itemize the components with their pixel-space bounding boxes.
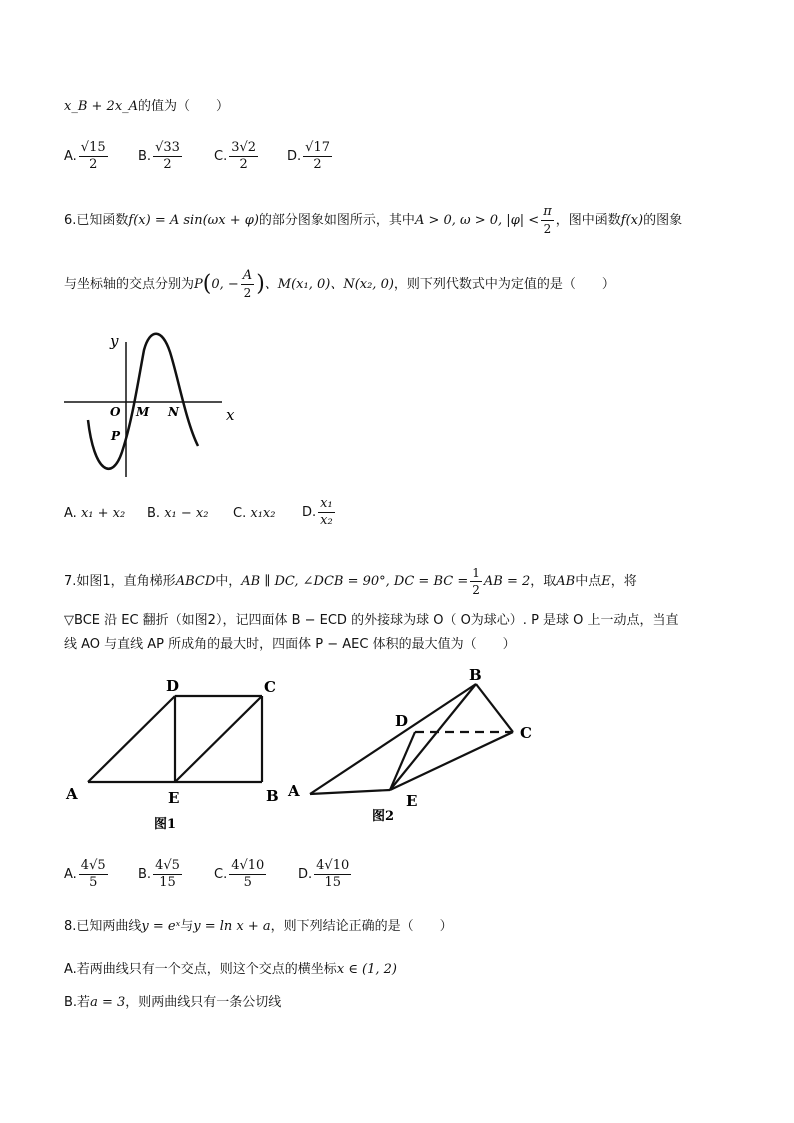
q7-stem-line1 xyxy=(64,565,637,598)
option-label: A. xyxy=(64,149,77,164)
math: ABCD xyxy=(175,574,216,589)
fig1-label-a: A xyxy=(66,785,78,803)
q5-question-text: 的值为（ ） xyxy=(138,99,230,114)
function-expr: f(x) = A sin(ωx + φ) xyxy=(128,213,259,228)
text: ，则下列代数式中为定值的是（ ） xyxy=(393,277,615,292)
text: 中， xyxy=(215,574,242,589)
denominator: 2 xyxy=(472,583,480,597)
q7-stem-line3: 线 AO 与直线 AP 所成角的最大时，四面体 P − AEC 体积的最大值为（ ） xyxy=(64,637,516,652)
text: 中点 xyxy=(575,574,602,589)
paren: ( xyxy=(202,271,212,297)
text: 的部分图象如图所示，其中 xyxy=(258,213,415,228)
math: AB xyxy=(556,574,576,589)
q7-stem-line2: ▽BCE 沿 EC 翻折（如图2），记四面体 B − ECD 的外接球为球 O（ O为球心）. P 是球 O 上一动点，当直 xyxy=(64,613,679,628)
option-label: B. xyxy=(138,149,152,164)
denominator: 2 xyxy=(163,157,172,172)
denominator: 15 xyxy=(159,875,176,890)
curve-expr: y = ln x + a xyxy=(193,919,271,934)
q8-stem xyxy=(64,917,453,937)
text: ，将 xyxy=(610,574,637,589)
numerator: 1 xyxy=(472,566,480,580)
option-label: B. xyxy=(138,867,152,882)
numerator: A xyxy=(242,268,253,283)
text: 6.已知函数 xyxy=(64,213,129,228)
points-expr: 、M(x₁, 0)、N(x₂, 0) xyxy=(264,277,394,292)
numerator: π xyxy=(543,204,552,219)
numerator: x₁ xyxy=(320,496,333,511)
text: A.若两曲线只有一个交点，则这个交点的横坐标 xyxy=(64,962,337,977)
q7-option-c[interactable] xyxy=(214,858,268,891)
q6-stem-line2 xyxy=(64,268,615,301)
q7-option-d[interactable] xyxy=(298,858,353,891)
fig2-caption: 图2 xyxy=(372,809,395,824)
text: ，取 xyxy=(530,574,557,589)
q5-option-c[interactable] xyxy=(214,140,260,173)
numerator: √33 xyxy=(155,140,180,155)
x-axis-label: x xyxy=(226,406,235,424)
q6-stem-line1 xyxy=(64,204,682,237)
q5-option-d[interactable] xyxy=(287,140,334,173)
math: x ∈ (1, 2) xyxy=(336,962,397,977)
option-label: C. xyxy=(214,867,228,882)
text: ，则下列结论正确的是（ ） xyxy=(270,919,453,934)
denominator: 2 xyxy=(243,286,252,300)
numerator: 4√5 xyxy=(80,858,106,873)
option-label: D. xyxy=(298,867,313,882)
fig1-label-e: E xyxy=(168,789,180,807)
q6-option-d[interactable] xyxy=(302,496,337,529)
option-label: C. xyxy=(233,506,247,521)
text: ，图中函数 xyxy=(555,213,621,228)
denominator: 5 xyxy=(89,875,98,890)
option-expr: x₁x₂ xyxy=(250,506,276,521)
point-p-label: P xyxy=(111,429,121,443)
q6-option-c[interactable] xyxy=(233,506,275,521)
q5-stem-tail xyxy=(64,97,229,117)
q8-option-a[interactable] xyxy=(64,960,397,980)
q7-figure-1 xyxy=(60,668,290,838)
denominator: 5 xyxy=(243,875,252,890)
denominator: 2 xyxy=(89,157,98,172)
denominator: 15 xyxy=(324,875,341,890)
option-label: B. xyxy=(147,506,161,521)
q5-option-b[interactable] xyxy=(138,140,184,173)
fig2-label-c: C xyxy=(520,724,532,742)
option-expr: x₁ + x₂ xyxy=(80,506,126,521)
denominator: 2 xyxy=(313,157,322,172)
option-label: C. xyxy=(214,149,228,164)
numerator: √17 xyxy=(305,140,330,155)
text: 的图象 xyxy=(643,213,683,228)
point-expr: 0, − xyxy=(211,277,239,292)
math: E xyxy=(601,574,611,589)
curve-expr: y = eˣ xyxy=(141,919,181,934)
numerator: 3√2 xyxy=(231,140,257,155)
fig2-label-d: D xyxy=(395,712,409,730)
text: 7.如图1，直角梯形 xyxy=(64,574,176,589)
numerator: 4√10 xyxy=(231,858,265,873)
q6-sine-graph xyxy=(60,322,250,482)
point-n-label: N xyxy=(168,405,179,419)
text: 与 xyxy=(180,919,194,934)
text: 8.已知两曲线 xyxy=(64,919,142,934)
fig1-caption: 图1 xyxy=(154,817,177,832)
fig2-label-e: E xyxy=(406,792,418,810)
condition-expr: AB ∥ DC, ∠DCB = 90°, DC = BC = xyxy=(241,574,469,589)
denominator: x₂ xyxy=(320,513,333,528)
text: 与坐标轴的交点分别为 xyxy=(64,277,195,292)
option-label: D. xyxy=(302,505,317,520)
point-p: P xyxy=(194,277,203,292)
numerator: √15 xyxy=(80,140,106,155)
option-expr: x₁ − x₂ xyxy=(164,506,209,521)
y-axis-label: y xyxy=(110,332,119,350)
denominator: 2 xyxy=(239,157,248,172)
fig1-label-b: B xyxy=(266,787,279,805)
function-expr: f(x) xyxy=(620,213,644,228)
option-label: A. xyxy=(64,506,77,521)
origin-label: O xyxy=(110,405,121,419)
denominator: 2 xyxy=(543,222,552,236)
fig1-label-c: C xyxy=(264,678,276,696)
q7-option-a[interactable] xyxy=(64,858,110,891)
q5-option-a[interactable] xyxy=(64,140,110,173)
fig1-label-d: D xyxy=(166,677,180,695)
text: ，则两曲线只有一条公切线 xyxy=(125,995,282,1010)
condition-expr: A > 0, ω > 0, |φ| < xyxy=(414,213,540,228)
option-label: D. xyxy=(287,149,302,164)
paren: ) xyxy=(256,271,265,297)
point-m-label: M xyxy=(136,405,150,419)
q7-option-b[interactable] xyxy=(138,858,184,891)
condition-expr: AB = 2 xyxy=(483,574,531,589)
q7-figure-2 xyxy=(282,660,542,830)
q5-expression: x_B + 2x_A xyxy=(64,99,139,114)
q8-option-b[interactable] xyxy=(64,993,281,1013)
fig2-label-b: B xyxy=(469,666,482,684)
numerator: 4√5 xyxy=(155,858,180,873)
math: a = 3 xyxy=(90,995,126,1010)
text: B.若 xyxy=(64,995,91,1010)
fig2-label-a: A xyxy=(288,782,300,800)
option-label: A. xyxy=(64,867,77,882)
q6-option-b[interactable] xyxy=(147,506,208,521)
numerator: 4√10 xyxy=(316,858,350,873)
q6-option-a[interactable] xyxy=(64,506,125,521)
